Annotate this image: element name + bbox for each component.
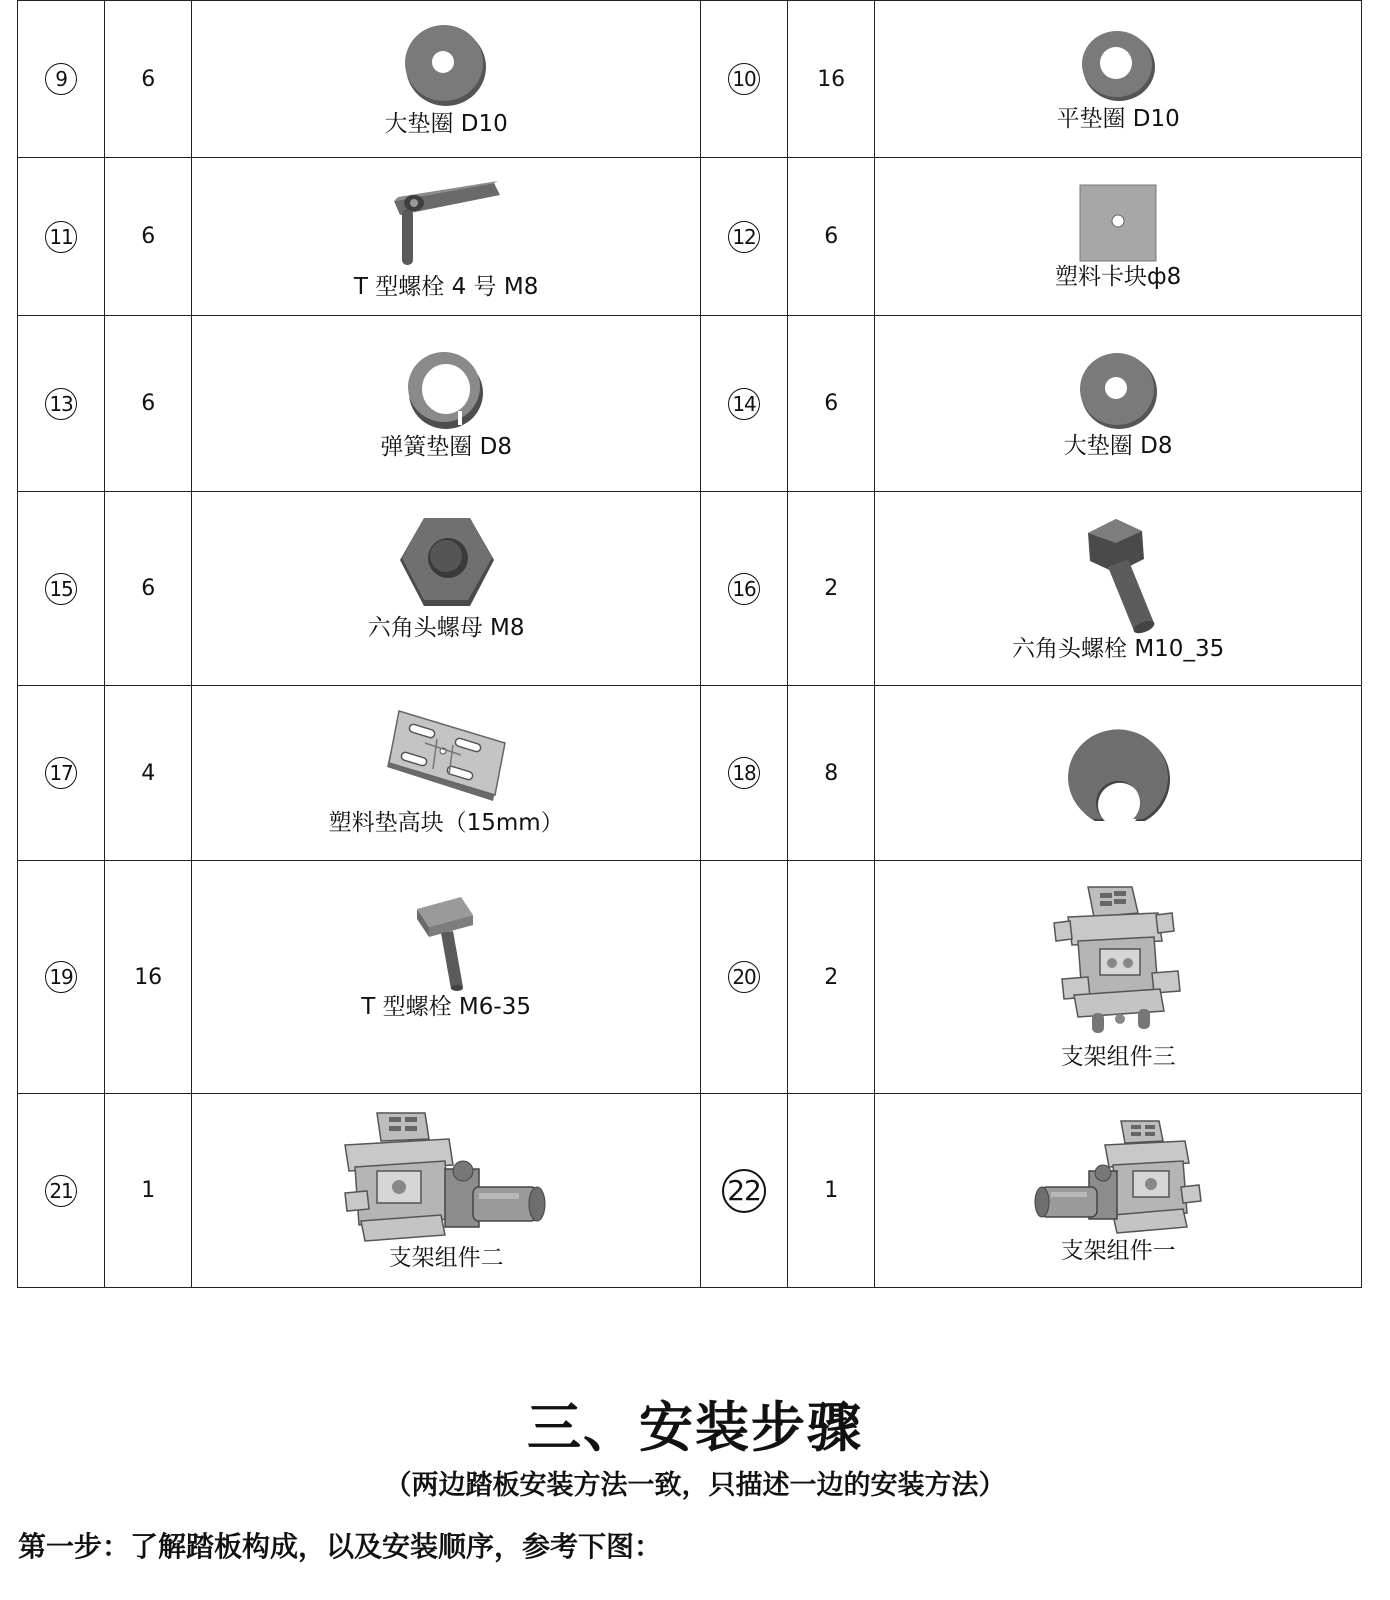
part-quantity: 6 xyxy=(105,1,192,158)
part-image-cell xyxy=(875,1094,1362,1288)
part-name: 弹簧垫圈 D8 xyxy=(380,433,512,460)
step-one-text: 第一步：了解踏板构成，以及安装顺序，参考下图： xyxy=(18,1530,663,1563)
parts-table xyxy=(17,0,1362,1288)
plastic-clip-block-icon xyxy=(1078,183,1158,263)
part-number-cell xyxy=(701,686,788,861)
part-number-cell xyxy=(18,1,105,158)
flat-washer-icon xyxy=(1078,25,1158,105)
part-quantity: 2 xyxy=(788,492,875,686)
t-bolt-icon xyxy=(411,893,481,993)
part-number-cell xyxy=(18,686,105,861)
part-number: 17 xyxy=(45,757,77,789)
part-number-cell xyxy=(701,1094,788,1288)
part-name: 六角头螺母 M8 xyxy=(367,614,525,641)
large-washer-icon xyxy=(1076,348,1160,432)
part-quantity: 6 xyxy=(788,316,875,492)
part-number: 13 xyxy=(45,388,77,420)
part-number-cell xyxy=(18,492,105,686)
part-name: 支架组件二 xyxy=(388,1245,504,1271)
part-image-cell xyxy=(192,158,701,316)
part-number: 20 xyxy=(728,961,760,993)
table-row xyxy=(18,1094,1362,1288)
table-row xyxy=(18,316,1362,492)
part-number: 12 xyxy=(728,221,760,253)
table-row xyxy=(18,861,1362,1094)
part-number: 16 xyxy=(728,573,760,605)
table-row xyxy=(18,686,1362,861)
part-number-cell xyxy=(18,1094,105,1288)
part-number-cell xyxy=(18,316,105,492)
table-row xyxy=(18,158,1362,316)
bracket-motor-assembly-icon xyxy=(1033,1117,1203,1237)
part-number: 11 xyxy=(45,221,77,253)
part-image-cell xyxy=(875,316,1362,492)
part-image-cell xyxy=(875,1,1362,158)
section-title: 三、安装步骤 xyxy=(527,1396,863,1459)
part-quantity: 16 xyxy=(105,861,192,1094)
part-number: 9 xyxy=(45,63,77,95)
bracket-assembly-icon xyxy=(1048,883,1188,1043)
part-image-cell xyxy=(875,492,1362,686)
part-name: 平垫圈 D10 xyxy=(1056,106,1180,132)
part-number-cell xyxy=(701,158,788,316)
table-row xyxy=(18,1,1362,158)
part-image-cell xyxy=(192,492,701,686)
part-name: 大垫圈 D10 xyxy=(384,111,508,137)
part-name: 塑料垫高块（15mm） xyxy=(328,810,564,836)
part-number-cell xyxy=(701,316,788,492)
large-washer-icon xyxy=(401,20,491,110)
part-number: 19 xyxy=(45,961,77,993)
part-quantity: 6 xyxy=(788,158,875,316)
part-image-cell xyxy=(875,158,1362,316)
part-number: 15 xyxy=(45,573,77,605)
part-number-cell xyxy=(18,158,105,316)
part-image-cell xyxy=(192,686,701,861)
part-number: 10 xyxy=(728,63,760,95)
part-name: 大垫圈 D8 xyxy=(1063,432,1173,459)
hex-bolt-icon xyxy=(1068,515,1168,635)
part-name: T 型螺栓 M6-35 xyxy=(361,994,531,1020)
table-row xyxy=(18,492,1362,686)
part-number: 18 xyxy=(728,757,760,789)
part-image-cell xyxy=(192,316,701,492)
part-number-cell xyxy=(701,861,788,1094)
part-quantity: 1 xyxy=(788,1094,875,1288)
part-quantity: 6 xyxy=(105,158,192,316)
part-name: 六角头螺栓 M10_35 xyxy=(1012,635,1225,662)
part-quantity: 8 xyxy=(788,686,875,861)
part-name: 支架组件三 xyxy=(1060,1044,1176,1070)
part-image-cell xyxy=(192,1,701,158)
hex-nut-icon xyxy=(396,514,496,614)
part-number-cell xyxy=(701,492,788,686)
part-number: 22 xyxy=(722,1169,766,1213)
part-number: 14 xyxy=(728,388,760,420)
part-name: 塑料卡块ф8 xyxy=(1054,263,1182,290)
part-quantity: 1 xyxy=(105,1094,192,1288)
part-image-cell xyxy=(875,686,1362,861)
part-image-cell xyxy=(875,861,1362,1094)
part-quantity: 6 xyxy=(105,316,192,492)
part-quantity: 16 xyxy=(788,1,875,158)
bracket-motor-assembly-icon xyxy=(341,1109,551,1244)
spring-washer-icon xyxy=(404,347,488,433)
t-bolt-no4-icon xyxy=(386,173,506,273)
part-number-cell xyxy=(18,861,105,1094)
part-image-cell xyxy=(192,1094,701,1288)
part-number-cell xyxy=(701,1,788,158)
plastic-spacer-block-icon xyxy=(381,709,511,809)
part-quantity: 4 xyxy=(105,686,192,861)
part-name: 支架组件一 xyxy=(1060,1237,1176,1264)
c-washer-icon xyxy=(1063,723,1173,823)
part-number: 21 xyxy=(45,1175,77,1207)
part-image-cell xyxy=(192,861,701,1094)
part-name: T 型螺栓 4 号 M8 xyxy=(353,273,539,300)
part-quantity: 2 xyxy=(788,861,875,1094)
section-subtitle: （两边踏板安装方法一致，只描述一边的安装方法） xyxy=(384,1470,1006,1501)
part-quantity: 6 xyxy=(105,492,192,686)
